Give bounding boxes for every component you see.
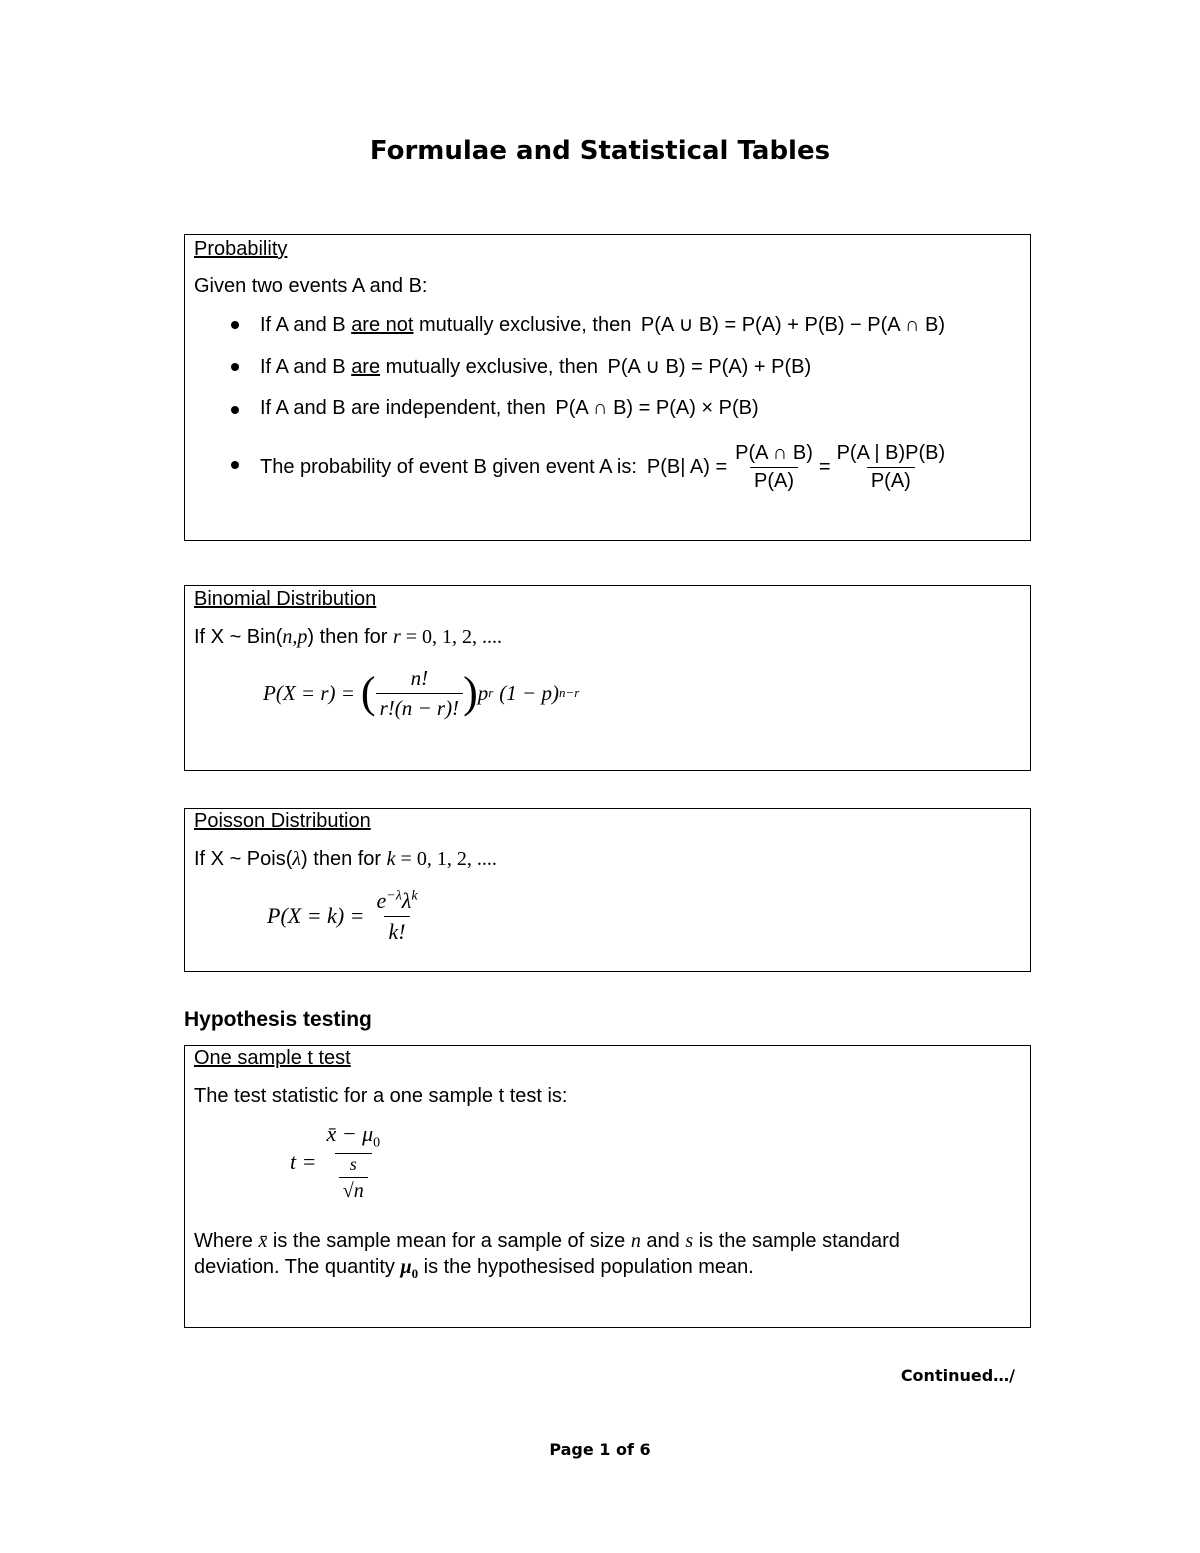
right-paren: ): [463, 668, 478, 717]
bullet-icon: [231, 406, 239, 414]
probability-intro: Given two events A and B:: [194, 275, 428, 297]
t-test-where-line1: Where x̄ is the sample mean for a sample of size n and s is the sample standard: [194, 1230, 900, 1252]
continued-note: Continued…/: [900, 1366, 1015, 1385]
page-number: Page 1 of 6: [549, 1440, 651, 1459]
poisson-formula: P(X = k) = $\frac{e^{-\lambda}\lambda^k}{k!}$: [267, 881, 422, 951]
poisson-intro: If X ~ Pois(λ) then for k = 0, 1, 2, ....: [194, 848, 497, 870]
fraction-standard-error: $\frac{s}{√n}$: [339, 1154, 368, 1203]
binomial-box: [184, 585, 1031, 771]
bullet-icon: [231, 321, 239, 329]
t-test-heading: One sample t test: [194, 1047, 351, 1069]
binomial-formula: P(X = r) = ( $\frac{n!}{r!(n - r)!}$ ) p r (1 − p) n−r: [263, 665, 580, 720]
probability-box: [184, 234, 1031, 541]
bullet-icon: [231, 363, 239, 371]
fraction-binomial-coefficient: $\frac{n!}{r!(n - r)!}$: [376, 666, 464, 721]
poisson-heading: Poisson Distribution: [194, 810, 371, 832]
fraction-t-statistic: $\frac{x̄ - \mu_0}{\frac{s}{√n}}$: [326, 1120, 381, 1203]
poisson-box: [184, 808, 1031, 972]
probability-heading: Probability: [194, 238, 288, 260]
formula-union-general: P(A ∪ B) = P(A) + P(B) − P(A ∩ B): [640, 314, 945, 336]
left-paren: (: [360, 668, 376, 717]
bullet-independent: If A and B are independent, then P(A ∩ B) = P(A) × P(B): [260, 397, 759, 419]
binomial-heading: Binomial Distribution: [194, 588, 377, 610]
bullet-exclusive: If A and B are mutually exclusive, then P(A ∪ B) = P(A) + P(B): [260, 356, 812, 378]
formula-intersection: P(A ∩ B) = P(A) × P(B): [555, 397, 759, 419]
binomial-intro: If X ~ Bin(n,p) then for r = 0, 1, 2, ....: [194, 626, 503, 648]
t-statistic-formula: t = $\frac{x̄ - \mu_0}{\frac{s}{√n}}$: [290, 1118, 384, 1206]
page-title: Formulae and Statistical Tables: [369, 136, 831, 166]
bullet-not-exclusive: If A and B are not mutually exclusive, then P(A ∪ B) = P(A) + P(B) − P(A ∩ B): [260, 314, 945, 336]
t-test-where-line2: deviation. The quantity $\mu_0$ is the hypothesised population mean.: [194, 1256, 754, 1281]
fraction-conditional-2: $\frac{P(A | B)P(B)}{P(A)}$: [836, 441, 946, 492]
t-test-intro: The test statistic for a one sample t test is:: [194, 1085, 568, 1107]
fraction-poisson: $\frac{e^{-\lambda}\lambda^k}{k!}$: [376, 887, 418, 944]
formula-union-exclusive: P(A ∪ B) = P(A) + P(B): [607, 356, 812, 378]
bullet-conditional: The probability of event B given event A is: P(B| A) = $\frac{P(A \cap B)}{P(A)}$ = $\frac{P(A | B)P(B)}{P(A)}$: [260, 435, 949, 499]
bullet-icon: [231, 461, 239, 469]
t-test-box: [184, 1045, 1031, 1328]
section-title-hypothesis: Hypothesis testing: [184, 1008, 372, 1031]
fraction-conditional-1: $\frac{P(A \cap B)}{P(A)}$: [735, 441, 813, 492]
